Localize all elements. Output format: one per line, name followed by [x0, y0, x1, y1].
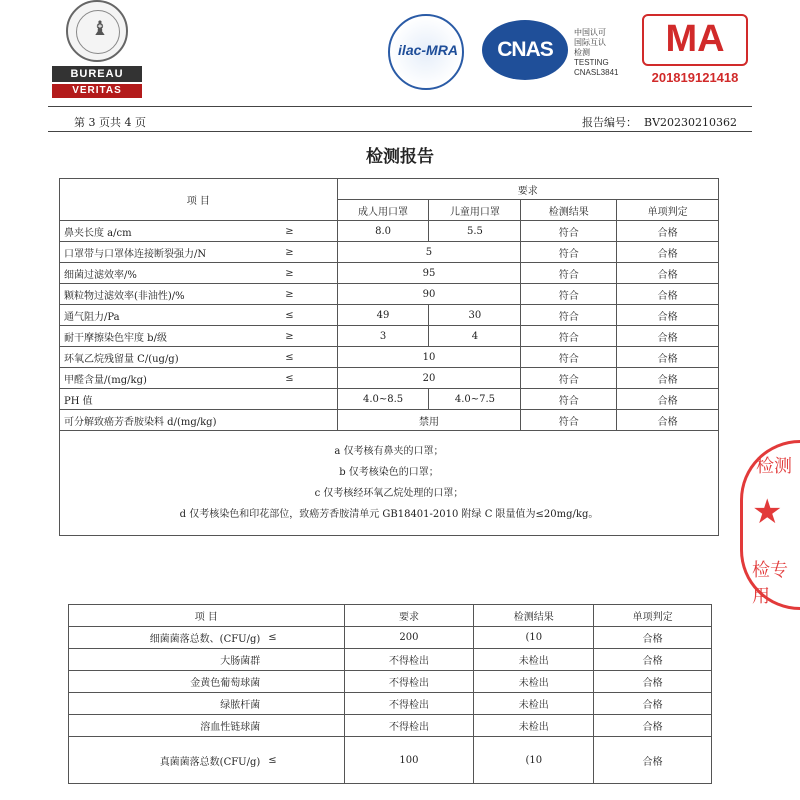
- cell-requirement: 5: [337, 242, 521, 263]
- cell-requirement: 95: [337, 263, 521, 284]
- cell-child: 4: [429, 326, 521, 347]
- cell-result: 未检出: [474, 693, 594, 715]
- table-row: [60, 347, 719, 368]
- header-child: 儿童用口罩: [429, 200, 521, 221]
- cell-symbol: ≤: [281, 347, 337, 368]
- cell-symbol: ≤: [264, 627, 344, 649]
- page-title: 检测报告: [366, 147, 434, 167]
- cell-verdict: 合格: [617, 368, 719, 389]
- bv-seal-icon: ♝: [66, 0, 128, 62]
- ilac-text: ilac-MRA: [398, 42, 458, 58]
- notes-row: [60, 431, 719, 536]
- table-row: [60, 368, 719, 389]
- cell-result: 未检出: [474, 671, 594, 693]
- header-requirement: 要求: [337, 179, 718, 200]
- cell-symbol: [281, 389, 337, 410]
- cma-logo-text: MA: [665, 18, 725, 60]
- table-row: [69, 737, 712, 784]
- cell-verdict: 合格: [617, 326, 719, 347]
- table-header-row: [69, 605, 712, 627]
- cell-verdict: 合格: [617, 305, 719, 326]
- cell-result: 符合: [521, 263, 617, 284]
- cell-symbol: [264, 671, 344, 693]
- cell-result: (10: [474, 627, 594, 649]
- header-divider: [48, 106, 752, 107]
- table-row: [69, 715, 712, 737]
- cell-symbol: ≤: [281, 305, 337, 326]
- cell-result: 符合: [521, 221, 617, 242]
- cell-verdict: 合格: [617, 284, 719, 305]
- report-number: [582, 114, 737, 130]
- cell-result: 未检出: [474, 715, 594, 737]
- cell-symbol: ≤: [281, 368, 337, 389]
- cell-item: 颗粒物过滤效率(非油性)/%: [60, 284, 282, 305]
- cnas-caption-line: 中国认可: [574, 28, 606, 37]
- cell-child: 30: [429, 305, 521, 326]
- cell-item: 细菌过滤效率/%: [60, 263, 282, 284]
- cell-requirement: 不得检出: [344, 671, 474, 693]
- table-header-row: [60, 179, 719, 200]
- report-number-label: 报告编号：: [582, 116, 637, 129]
- header-verdict: 单项判定: [617, 200, 719, 221]
- stamp-text: 检专用: [752, 560, 788, 607]
- table-row: [60, 326, 719, 347]
- table-row: [69, 627, 712, 649]
- cell-verdict: 合格: [594, 649, 712, 671]
- cnas-caption: [574, 28, 618, 78]
- cell-item: 可分解致癌芳香胺染料 d/(mg/kg): [60, 410, 282, 431]
- ilac-mra-logo: [388, 14, 472, 90]
- notes-cell: [60, 431, 719, 536]
- cell-symbol: ≥: [281, 326, 337, 347]
- cell-item: 绿脓杆菌: [69, 693, 265, 715]
- cell-requirement: 10: [337, 347, 521, 368]
- bv-name: BUREAU: [52, 66, 142, 82]
- cell-child: 5.5: [429, 221, 521, 242]
- table-row: [69, 649, 712, 671]
- cell-requirement: 禁用: [337, 410, 521, 431]
- table-row: [60, 389, 719, 410]
- header-adult: 成人用口罩: [337, 200, 429, 221]
- cell-result: 符合: [521, 389, 617, 410]
- cell-requirement: 20: [337, 368, 521, 389]
- cell-symbol: ≥: [281, 221, 337, 242]
- header-result: 检测结果: [521, 200, 617, 221]
- cell-symbol: ≥: [281, 263, 337, 284]
- cell-item: 环氧乙烷残留量 C/(ug/g): [60, 347, 282, 368]
- cma-number: 201819121418: [651, 70, 739, 85]
- cell-result: 符合: [521, 347, 617, 368]
- cell-symbol: [281, 410, 337, 431]
- cell-item: PH 值: [60, 389, 282, 410]
- cell-verdict: 合格: [617, 389, 719, 410]
- cell-result: 符合: [521, 326, 617, 347]
- header-verdict: 单项判定: [594, 605, 712, 627]
- microbial-test-table: [68, 604, 712, 784]
- table-row: [69, 671, 712, 693]
- note-line: b 仅考核染色的口罩；: [339, 467, 439, 478]
- cell-result: 未检出: [474, 649, 594, 671]
- cell-requirement: 200: [344, 627, 474, 649]
- table-row: [60, 263, 719, 284]
- cell-requirement: 不得检出: [344, 715, 474, 737]
- cell-verdict: 合格: [617, 410, 719, 431]
- cell-item: 金黄色葡萄球菌: [69, 671, 265, 693]
- bv-subname: VERITAS: [52, 84, 142, 98]
- cnas-caption-line: 检测: [574, 48, 590, 57]
- cell-verdict: 合格: [617, 263, 719, 284]
- cell-item: 口罩带与口罩体连接断裂强力/N: [60, 242, 282, 263]
- report-number-value: BV20230210362: [644, 116, 738, 129]
- cell-adult: 4.0~8.5: [337, 389, 429, 410]
- cnas-caption-line: 国际互认: [574, 38, 606, 47]
- table-row: [60, 410, 719, 431]
- cnas-caption-line: TESTING: [574, 58, 609, 67]
- cell-item: 甲醛含量/(mg/kg): [60, 368, 282, 389]
- cell-symbol: [264, 649, 344, 671]
- table-row: [60, 284, 719, 305]
- cell-result: 符合: [521, 284, 617, 305]
- header-item: 项 目: [60, 179, 338, 221]
- cell-result: 符合: [521, 410, 617, 431]
- cell-adult: 3: [337, 326, 429, 347]
- cell-symbol: ≥: [281, 284, 337, 305]
- cell-requirement: 100: [344, 737, 474, 784]
- cell-verdict: 合格: [594, 737, 712, 784]
- cell-result: 符合: [521, 305, 617, 326]
- cell-child: 4.0~7.5: [429, 389, 521, 410]
- cell-symbol: ≥: [281, 242, 337, 263]
- cell-verdict: 合格: [617, 242, 719, 263]
- table-row: [69, 693, 712, 715]
- cell-requirement: 不得检出: [344, 649, 474, 671]
- cell-verdict: 合格: [594, 671, 712, 693]
- cell-requirement: 90: [337, 284, 521, 305]
- cell-verdict: 合格: [594, 693, 712, 715]
- cell-result: 符合: [521, 242, 617, 263]
- cell-adult: 8.0: [337, 221, 429, 242]
- header-item: 项 目: [69, 605, 345, 627]
- cell-item: 溶血性链球菌: [69, 715, 265, 737]
- table-row: [60, 242, 719, 263]
- header-requirement: 要求: [344, 605, 474, 627]
- header-divider: [48, 131, 752, 132]
- cell-item: 细菌菌落总数、(CFU/g): [69, 627, 265, 649]
- table-row: [60, 305, 719, 326]
- cell-item: 通气阻力/Pa: [60, 305, 282, 326]
- cell-requirement: 不得检出: [344, 693, 474, 715]
- cell-item: 耐干摩擦染色牢度 b/级: [60, 326, 282, 347]
- cnas-text: CNAS: [497, 38, 553, 61]
- cell-adult: 49: [337, 305, 429, 326]
- note-line: c 仅考核经环氧乙烷处理的口罩；: [314, 488, 464, 499]
- cell-verdict: 合格: [594, 715, 712, 737]
- cell-verdict: 合格: [617, 221, 719, 242]
- cell-item: 真菌菌落总数(CFU/g): [69, 737, 265, 784]
- cell-item: 鼻夹长度 a/cm: [60, 221, 282, 242]
- cell-symbol: [264, 693, 344, 715]
- table-row: [60, 221, 719, 242]
- cell-symbol: ≤: [264, 737, 344, 784]
- physical-test-table: [59, 178, 719, 536]
- header-result: 检测结果: [474, 605, 594, 627]
- cell-result: 符合: [521, 368, 617, 389]
- page-info: 第 3 页共 4 页: [74, 116, 146, 129]
- cell-verdict: 合格: [594, 627, 712, 649]
- note-line: d 仅考核染色和印花部位，致癌芳香胺清单元 GB18401-2010 附绿 C 限量值为≤20mg/kg。: [179, 509, 599, 520]
- cell-result: (10: [474, 737, 594, 784]
- stamp-star-icon: ★: [752, 492, 783, 532]
- cell-item: 大肠菌群: [69, 649, 265, 671]
- note-line: a 仅考核有鼻夹的口罩；: [334, 446, 444, 457]
- stamp-text: 检测: [756, 456, 792, 477]
- cnas-caption-line: CNASL3841: [574, 68, 619, 77]
- bureau-veritas-logo: [52, 0, 144, 100]
- cell-symbol: [264, 715, 344, 737]
- cell-verdict: 合格: [617, 347, 719, 368]
